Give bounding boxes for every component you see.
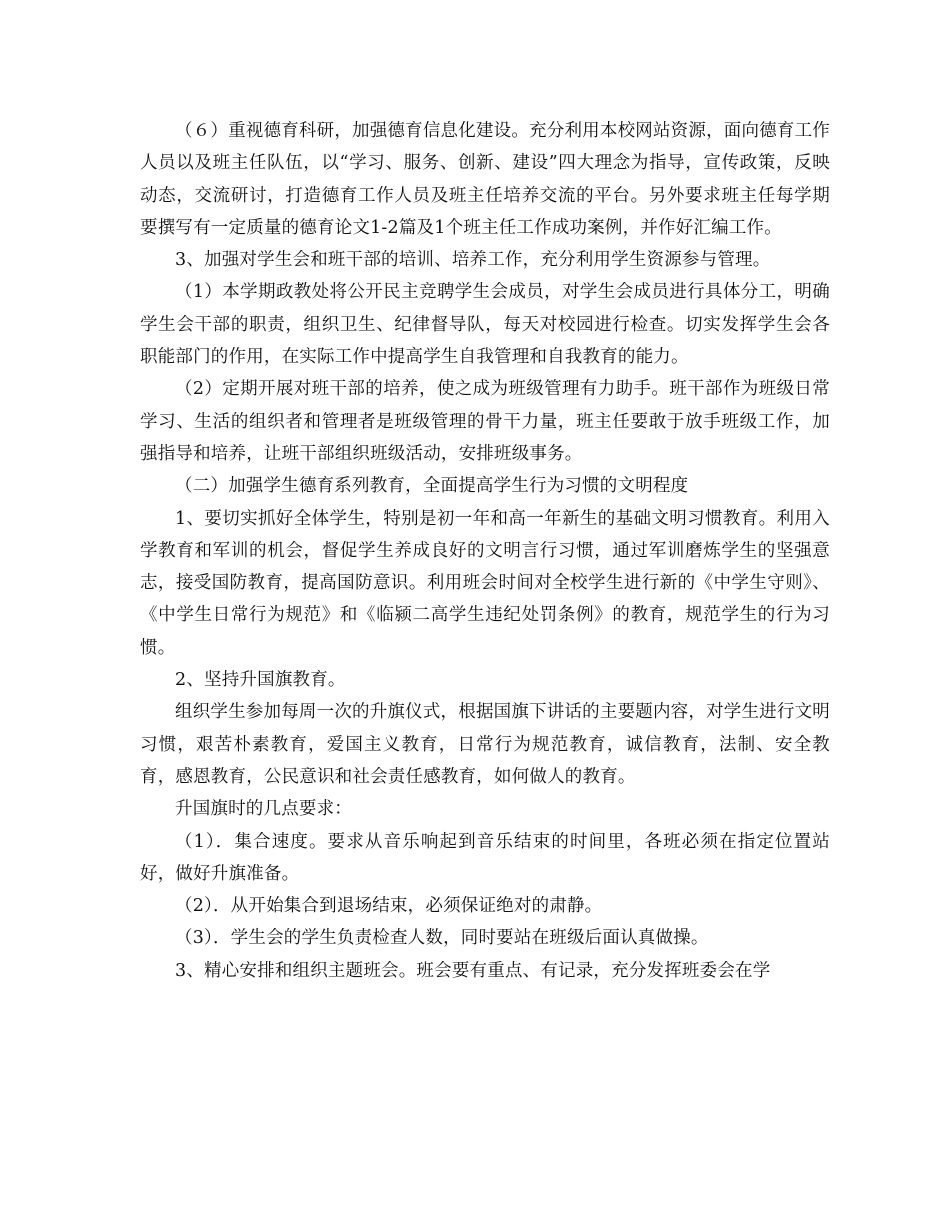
paragraph-moral-research: （６）重视德育科研，加强德育信息化建设。充分利用本校网站资源，面向德育工作人员以及班主任队伍，以“学习、服务、创新、建设”四大理念为指导，宣传政策，反映动态，交流研讨，打造德育工作人员及班主任培养交流的平台。另外要求班主任每学期要撰写有一定质量的德育论文1-2篇及1个班主任工作成功案例，并作好汇编工作。 [140,121,830,238]
paragraph-requirement-3: （3）．学生会的学生负责检查人数，同时要站在班级后面认真做操。 [175,928,709,949]
paragraph-class-cadre-training: （2）定期开展对班干部的培养，使之成为班级管理有力助手。班干部作为班级日常学习、生活的组织者和管理者是班级管理的骨干力量，班主任要敢于放手班级工作，加强指导和培养，让班干部组织班级活动，安排班级事务。 [140,379,830,464]
document-body [140,115,830,987]
paragraph-flag-heading: 2、坚持升国旗教育。 [175,670,346,691]
paragraph-flag-requirements: 升国旗时的几点要求： [175,799,352,820]
paragraph-student-union-election: （1）本学期政教处将公开民主竞聘学生会成员，对学生会成员进行具体分工，明确学生会干部的职责，组织卫生、纪律督导队，每天对校园进行检查。切实发挥学生会各职能部门的作用，在实际工作中提高学生自我管理和自我教育的能力。 [140,282,830,368]
paragraph-requirement-2: （2）．从开始集合到退场结束，必须保证绝对的肃静。 [175,896,603,917]
paragraph-requirement-1: （1）．集合速度。要求从音乐响起到音乐结束的时间里，各班必须在指定位置站好，做好升旗准备。 [140,831,830,884]
paragraph-civility-education: 1、要切实抓好全体学生，特别是初一年和高一年新生的基础文明习惯教育。利用入学教育和军训的机会，督促学生养成良好的文明言行习惯，通过军训磨炼学生的坚强意志，接受国防教育，提高国防意识。利用班会时间对全校学生进行新的《中学生守则》、《中学生日常行为规范》和《临颍二高学生违纪处罚条例》的教育，规范学生的行为习惯。 [140,508,830,658]
paragraph-section-heading: （二）加强学生德育系列教育，全面提高学生行为习惯的文明程度 [175,476,689,497]
paragraph-theme-class-meeting: 3、精心安排和组织主题班会。班会要有重点、有记录，充分发挥班委会在学 [175,960,771,981]
paragraph-flag-ceremony: 组织学生参加每周一次的升旗仪式，根据国旗下讲话的主要题内容，对学生进行文明习惯，艰苦朴素教育，爱国主义教育，日常行为规范教育，诚信教育，法制、安全教育，感恩教育，公民意识和社会责任感教育，如何做人的教育。 [140,702,830,787]
paragraph-student-union-heading: 3、加强对学生会和班干部的培训、培养工作，充分利用学生资源参与管理。 [175,250,771,271]
